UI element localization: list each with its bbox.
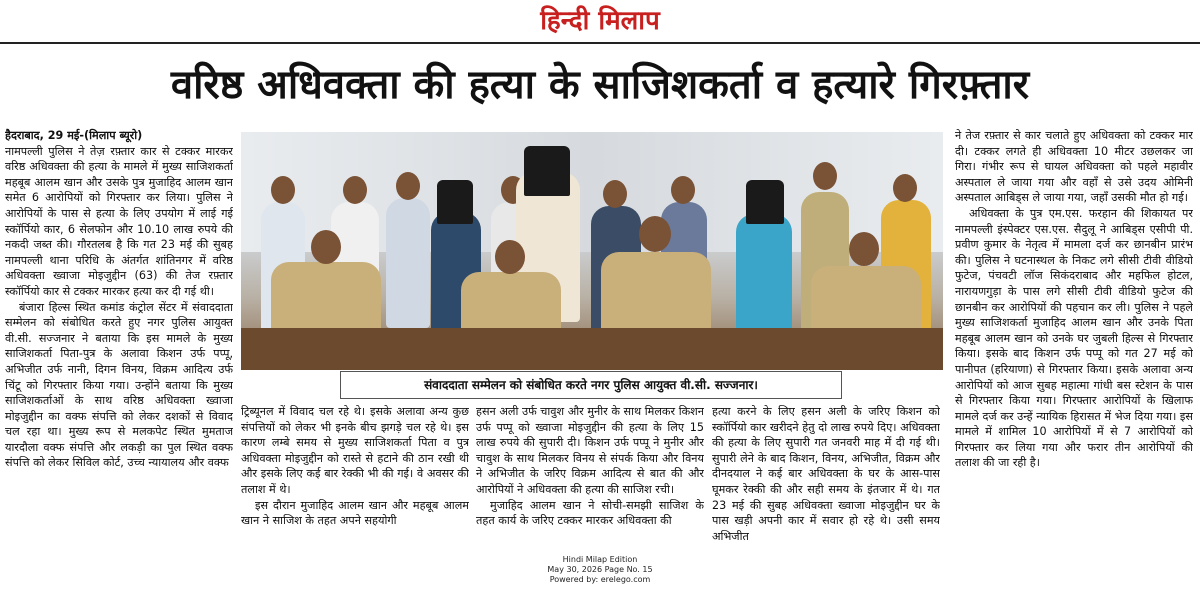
edition-footer (520, 555, 680, 585)
paragraph: अधिवक्ता के पुत्र एम.एस. फरहान की शिकायत पर नामपल्ली इंस्पेक्टर एस.एस. सैदुलू ने आबिड्स एसीपी पी. प्रवीण कुमार के नेतृत्व में मामला दर्ज कर छानबीन प्रारंभ की। पुलिस ने घटनास्थल के निकट लगे सीसी टीवी वीडियो फुटेज, पंचवटी लॉज सिकंदराबाद और महफिल होटल, नारायणगुड़ा के पास लगे सीसी टीवी वीडियो फुटेज की छानबीन कर आरोपियों की पहचान कर ली। पुलिस ने पहले मुख्य साजिशकर्ता मुजाहिद आलम खान और उनके पिता महबूब आलम खान को उनके घर जुबली हिल्स से गिरफ्तार किया। इसके बाद किशन उर्फ पप्पू को गत 27 मई को पानीपत (हरियाणा) से गिरफ्तार किया। इसके अलावा अन्य आरोपियों को आज सुबह महात्मा गांधी बस स्टेशन के पास से गिरफ्तार किया गया। गिरफ्तार आरोपियों के खिलाफ मामले दर्ज कर उन्हें न्यायिक हिरासत में भेज दिया गया। इस मामले में शामिल 10 आरोपियों में से 7 आरोपियों को गिरफ्तार कर लिया गया और फरार तीन आरोपियों की तलाश की जा रही है। (955, 206, 1193, 470)
dateline: हैदराबाद, 29 मई-(मिलाप ब्यूरो) (5, 129, 143, 142)
paragraph: मुजाहिद आलम खान ने सोची-समझी साजिश के तहत कार्य के जरिए टक्कर मारकर अधिवक्ता की (476, 498, 704, 528)
newspaper-logo: हिन्दी मिलाप (540, 6, 660, 36)
headline: वरिष्ठ अधिवक्ता की हत्या के साजिशकर्ता व हत्यारे गिरफ़्तार (170, 62, 1030, 108)
article-column-3 (476, 404, 704, 554)
masthead (0, 0, 1200, 44)
paragraph: हसन अली उर्फ चावुश और मुनीर के साथ मिलकर किशन उर्फ पप्पू को ख्वाजा मोइजुद्दीन की हत्या के लिए 15 लाख रुपये की सुपारी दी। किशन उर्फ पप्पू ने मुनीर और चावुश के साथ मिलकर विनय से संपर्क किया और विनय ने अभिजीत के जरिए विक्रम आदित्य से बात की और आरोपियों ने अधिवक्ता की हत्या की साजिश रची। (476, 405, 704, 496)
masthead-rule (0, 42, 1200, 44)
article-column-1 (5, 128, 233, 553)
edition-date-page: May 30, 2026 Page No. 15 (547, 565, 653, 574)
photo-caption: संवाददाता सम्मेलन को संबोधित करते नगर पुलिस आयुक्त वी.सी. सज्जनार। (340, 371, 842, 399)
paragraph: ट्रिब्यूनल में विवाद चल रहे थे। इसके अलावा अन्य कुछ संपत्तियों को लेकर भी इनके बीच झगड़े चल रहे थे। इस कारण लम्बे समय से मुख्य साजिशकर्ता पिता व पुत्र अधिवक्ता मोइजुद्दीन को रास्ते से हटाने की ठान रखी थी और इसके लिए कई बार रेक्की भी की गई। वे अवसर की तलाश में थे। (241, 405, 469, 496)
paragraph: इस दौरान मुजाहिद आलम खान और महबूब आलम खान ने साजिश के तहत अपने सहयोगी (241, 498, 469, 528)
press-conference-photo (241, 132, 943, 370)
paragraph: हत्या करने के लिए हसन अली के जरिए किशन को स्कॉर्पियो कार खरीदने हेतु दो लाख रुपये दिए। अधिवक्ता की हत्या के लिए सुपारी गत जनवरी माह में दी गई थी। सुपारी लेने के बाद किशन, विनय, अभिजीत, विक्रम और दीनदयाल ने कई बार अधिवक्ता के घर के आस-पास घूमकर रेक्की की और सही समय के इंतजार में थे। गत 23 मई की सुबह अधिवक्ता ख्वाजा मोइजुद्दीन घर के पास खड़ी अपनी कार में सवार हो रहे थे। उसी समय अभिजीत (712, 405, 940, 543)
article-column-4 (712, 404, 940, 554)
paragraph: बंजारा हिल्स स्थित कमांड कंट्रोल सेंटर में संवाददाता सम्मेलन को संबोधित करते हुए नगर पुलिस आयुक्त वी.सी. सज्जनार ने बताया कि इस मामले के मुख्य साजिशकर्ता पिता-पुत्र के अलावा किशन उर्फ पप्पू, अभिजीत उर्फ नानी, दिगन विनय, विक्रम आदित्य उर्फ चिंटू को गिरफ्तार किया गया। उन्होंने बताया कि मुख्य साजिशकर्ताओं के साथ वरिष्ठ अधिवक्ता ख्वाजा मोइजुद्दीन का वक्फ संपत्ति को लेकर दशकों से विवाद चल रहा था। मुख्य रूप से मलकपेट स्थित मुमताज यारदौला वक्फ संपत्ति और लकड़ी का पुल स्थित वक्फ संपत्ति को लेकर सिविल कोर्ट, उच्च न्यायालय और वक्फ (5, 300, 233, 470)
article-column-5 (955, 128, 1193, 568)
paragraph: नामपल्ली पुलिस ने तेज़ रफ़्तार कार से टक्कर मारकर वरिष्ठ अधिवक्ता की हत्या के मामले में मुख्य साजिशकर्ता महबूब आलम खान और उसके पुत्र मुजाहिद आलम खान समेत 6 आरोपियों को गिरफ्तार कर लिया। पुलिस ने आरोपियों के पास से हत्या के लिए उपयोग में लाई गई स्कॉर्पियो कार, 6 सेलफोन और 10.10 लाख रुपये की नकदी जब्त की। गौरतलब है कि गत 23 मई की सुबह नामपल्ली थाना परिधि के अंतर्गत शांतिनगर में वरिष्ठ अधिवक्ता ख्वाजा मोइजुद्दीन (63) की तेज रफ़्तार स्कॉर्पियो कार से टक्कर मारकर हत्या कर दी गई थी। (5, 144, 233, 298)
press-table (241, 328, 943, 370)
paragraph: ने तेज रफ़्तार से कार चलाते हुए अधिवक्ता को टक्कर मार दी। टक्कर लगते ही अधिवक्ता 10 मीटर उछलकर जा गिरा। गंभीर रूप से घायल अधिवक्ता को पहले महावीर अस्पताल ले जाया गया और वहाँ से उसे उदय ओमिनी अस्पताल आबिड्स ले जाया गया, जहाँ उसकी मौत हो गई। (955, 129, 1193, 205)
article-column-2 (241, 404, 469, 554)
edition-name: Hindi Milap Edition (562, 555, 638, 564)
powered-by-link[interactable]: Powered by: erelego.com (549, 575, 651, 584)
